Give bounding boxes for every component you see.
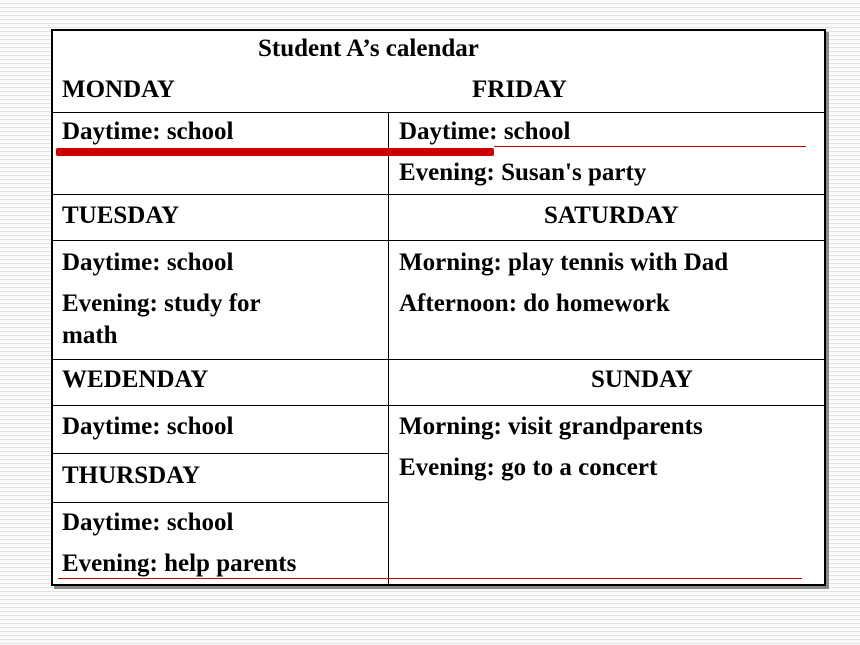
day-heading-friday: FRIDAY <box>472 76 567 103</box>
row-divider <box>53 112 824 113</box>
day-heading-saturday: SATURDAY <box>544 202 679 229</box>
tuesday-entry: math <box>62 322 118 349</box>
monday-entry: Daytime: school <box>62 118 234 145</box>
thursday-entry: Evening: help parents <box>62 550 297 577</box>
red-underline <box>494 146 806 147</box>
calendar-table <box>51 29 826 586</box>
friday-entry: Daytime: school <box>399 118 571 145</box>
row-divider <box>53 194 824 195</box>
day-heading-monday: MONDAY <box>62 76 175 103</box>
day-heading-sunday: SUNDAY <box>591 366 693 393</box>
wednesday-entry: Daytime: school <box>62 413 234 440</box>
tuesday-entry: Evening: study for <box>62 290 261 317</box>
friday-entry: Evening: Susan's party <box>399 159 647 186</box>
row-divider <box>53 240 824 241</box>
day-heading-wednesday: WEDENDAY <box>62 366 209 393</box>
column-divider <box>388 112 389 584</box>
row-divider <box>53 453 388 454</box>
sunday-entry: Morning: visit grandparents <box>399 413 703 440</box>
saturday-entry: Afternoon: do homework <box>399 290 670 317</box>
tuesday-entry: Daytime: school <box>62 249 234 276</box>
row-divider <box>53 359 824 360</box>
calendar-title: Student A’s calendar <box>258 35 479 62</box>
saturday-entry: Morning: play tennis with Dad <box>399 249 729 276</box>
sunday-entry: Evening: go to a concert <box>399 454 658 481</box>
thursday-entry: Daytime: school <box>62 509 234 536</box>
red-underline <box>58 578 802 579</box>
day-heading-thursday: THURSDAY <box>62 462 201 489</box>
row-divider <box>53 405 824 406</box>
day-heading-tuesday: TUESDAY <box>62 202 180 229</box>
red-highlight-stroke <box>56 148 494 156</box>
row-divider <box>53 502 388 503</box>
